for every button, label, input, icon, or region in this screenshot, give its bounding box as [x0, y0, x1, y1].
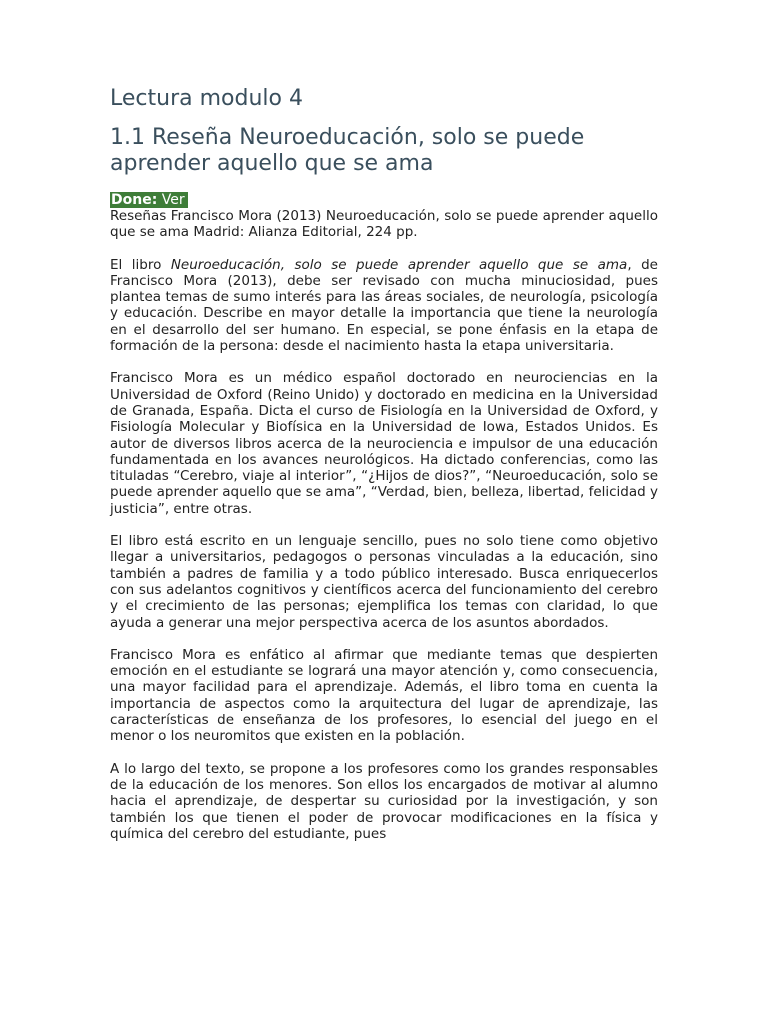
paragraph-1-suffix: , de Francisco Mora (2013), debe ser revisado con mucha minuciosidad, pues plantea temas de sumo interés para las áreas sociales, de neurología, psicología y educación. Describe en mayor detalle la importancia que tiene la neurología en el desarrollo del ser humano. En especial, se pone énfasis en la etapa de formación de la persona: desde el nacimiento hasta la etapa universitaria.: [110, 256, 658, 355]
paragraph-1: [110, 257, 658, 355]
paragraph-3: El libro está escrito en un lenguaje sencillo, pues no solo tiene como objetivo llegar a universitarios, pedagogos o personas vinculadas a la educación, sino también a padres de familia y a todo público interesado. Busca enriquecerlos con sus adelantos cognitivos y científicos acerca del funcionamiento del cerebro y el crecimiento de las personas; ejemplifica los temas con claridad, lo que ayuda a generar una mejor perspectiva acerca de los asuntos abordados.: [110, 533, 658, 631]
done-value: Ver: [161, 192, 185, 208]
paragraph-1-prefix: El libro: [110, 256, 171, 273]
book-title-italic: Neuroeducación, solo se puede aprender aquello que se ama: [170, 256, 628, 273]
page-title: Lectura modulo 4: [110, 86, 303, 111]
section-heading: 1.1 Reseña Neuroeducación, solo se puede aprender aquello que se ama: [110, 125, 585, 176]
paragraph-2: Francisco Mora es un médico español doctorado en neurociencias en la Universidad de Oxford (Reino Unido) y doctorado en medicina en la Universidad de Granada, España. Dicta el curso de Fisiología en la Universidad de Oxford, y Fisiología Molecular y Biofísica en la Universidad de Iowa, Estados Unidos. Es autor de diversos libros acerca de la neurociencia e impulsor de una educación fundamentada en los avances neurológicos. Ha dictado conferencias, como las tituladas “Cerebro, viaje al interior”, “¿Hijos de dios?”, “Neuroeducación, solo se puede aprender aquello que se ama”, “Verdad, bien, belleza, libertad, felicidad y justicia”, entre otras.: [110, 370, 658, 517]
document-content: [110, 84, 658, 858]
reference-paragraph: Reseñas Francisco Mora (2013) Neuroeducación, solo se puede aprender aquello que se ama Madrid: Alianza Editorial, 224 pp.: [110, 208, 658, 241]
done-label: Done:: [111, 192, 158, 208]
paragraph-5: A lo largo del texto, se propone a los profesores como los grandes responsables de la educación de los menores. Son ellos los encargados de motivar al alumno hacia el aprendizaje, de despertar su curiosidad por la investigación, y son también los que tienen el poder de provocar modificaciones en la física y química del cerebro del estudiante, pues: [110, 760, 658, 842]
done-status: [110, 192, 658, 208]
paragraph-4: Francisco Mora es enfático al afirmar que mediante temas que despierten emoción en el estudiante se logrará una mayor atención y, como consecuencia, una mayor facilidad para el aprendizaje. Además, el libro toma en cuenta la importancia de aspectos como la arquitectura del lugar de aprendizaje, las características de enseñanza de los profesores, lo esencial del juego en el menor o los neuromitos que existen en la población.: [110, 646, 658, 745]
done-badge[interactable]: [110, 192, 188, 208]
